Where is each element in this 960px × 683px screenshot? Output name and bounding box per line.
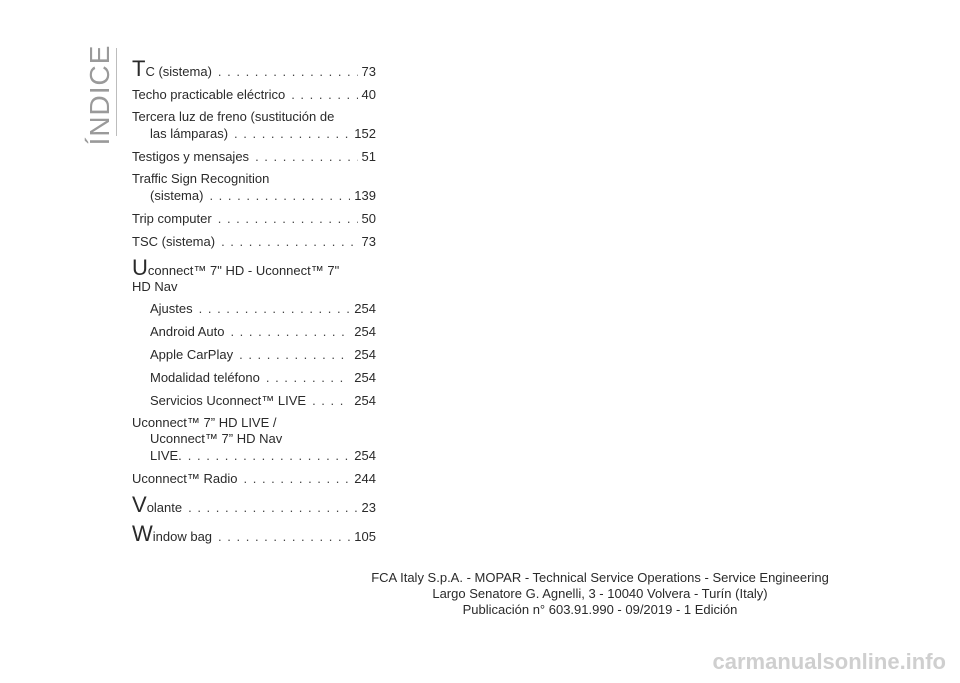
leader-dots xyxy=(188,499,357,517)
entry-label: Modalidad teléfono xyxy=(150,370,260,385)
entry-label: Traffic Sign Recognition xyxy=(132,171,270,186)
leader-dots xyxy=(218,63,358,81)
entry-label: indow bag xyxy=(152,529,213,544)
letter-initial: U xyxy=(132,255,148,280)
watermark: carmanualsonline.info xyxy=(712,649,946,674)
leader-dots xyxy=(312,392,350,410)
footer-line-company: FCA Italy S.p.A. - MOPAR - Technical Service Operations - Service Engineering xyxy=(371,570,829,585)
letter-initial: V xyxy=(132,492,147,517)
page-number: 139 xyxy=(354,188,376,203)
entry-label: TSC (sistema) xyxy=(132,234,216,249)
index-entry[interactable] xyxy=(132,233,376,251)
page-number: 50 xyxy=(361,211,376,226)
section-title-text: ÍNDICE xyxy=(84,44,115,146)
index-entry[interactable] xyxy=(132,86,376,104)
entry-label: Apple CarPlay xyxy=(150,347,234,362)
page-number: 254 xyxy=(354,393,376,408)
leader-dots xyxy=(199,300,351,318)
section-divider xyxy=(116,48,117,136)
entry-label: Tercera luz de freno (sustitución de xyxy=(132,109,335,124)
entry-label: Ajustes xyxy=(150,301,193,316)
index-entry[interactable] xyxy=(132,56,376,81)
page-number: 51 xyxy=(361,149,376,164)
index-entry[interactable] xyxy=(132,492,376,517)
index-entry[interactable] xyxy=(132,470,376,488)
entry-label-cont: (sistema) xyxy=(150,188,204,203)
index-entry[interactable] xyxy=(132,323,376,341)
entry-label-cont: HD Nav xyxy=(132,279,178,294)
leader-dots xyxy=(209,187,350,205)
page-number: 105 xyxy=(354,529,376,544)
index-entry[interactable] xyxy=(132,148,376,166)
entry-label: Uconnect™ Radio xyxy=(132,471,238,486)
entry-label: Trip computer xyxy=(132,211,212,226)
entry-label-cont: LIVE. xyxy=(150,448,182,463)
leader-dots xyxy=(230,323,350,341)
index-entry[interactable] xyxy=(132,109,376,143)
entry-label-cont: las lámparas) xyxy=(150,126,229,141)
leader-dots xyxy=(244,470,351,488)
page-number: 254 xyxy=(354,301,376,316)
page-number: 23 xyxy=(361,500,376,515)
leader-dots xyxy=(188,447,351,465)
page-number: 254 xyxy=(354,370,376,385)
entry-label: Uconnect™ 7” HD LIVE / xyxy=(132,415,277,430)
entry-label: Testigos y mensajes xyxy=(132,149,250,164)
section-title-vertical xyxy=(84,44,116,146)
leader-dots xyxy=(239,346,350,364)
publisher-footer xyxy=(250,570,950,618)
leader-dots xyxy=(291,86,357,104)
index-entry[interactable] xyxy=(132,210,376,228)
index-entry[interactable] xyxy=(132,415,376,465)
letter-initial: T xyxy=(132,56,146,81)
entry-label: Android Auto xyxy=(150,324,225,339)
page-number: 73 xyxy=(361,234,376,249)
leader-dots xyxy=(266,369,350,387)
index-entry[interactable] xyxy=(132,171,376,205)
leader-dots xyxy=(218,528,350,546)
index-entry[interactable] xyxy=(132,255,376,295)
page-number: 244 xyxy=(354,471,376,486)
page-number: 73 xyxy=(361,64,376,79)
page-number: 152 xyxy=(354,126,376,141)
entry-label: Servicios Uconnect™ LIVE xyxy=(150,393,307,408)
index-entry[interactable] xyxy=(132,392,376,410)
index-entry[interactable] xyxy=(132,346,376,364)
letter-initial: W xyxy=(132,521,153,546)
page-number: 40 xyxy=(361,87,376,102)
entry-label: Techo practicable eléctrico xyxy=(132,87,286,102)
entry-label-cont: Uconnect™ 7” HD Nav xyxy=(150,431,283,446)
entry-label: connect™ 7" HD - Uconnect™ 7" xyxy=(147,263,340,278)
index-entry[interactable] xyxy=(132,521,376,546)
leader-dots xyxy=(255,148,357,166)
index-entry[interactable] xyxy=(132,369,376,387)
index-entry[interactable] xyxy=(132,300,376,318)
entry-label: C (sistema) xyxy=(145,64,212,79)
leader-dots xyxy=(221,233,357,251)
entry-label: olante xyxy=(146,500,183,515)
footer-line-address: Largo Senatore G. Agnelli, 3 - 10040 Volvera - Turín (Italy) xyxy=(432,586,768,601)
leader-dots xyxy=(234,125,350,143)
page-number: 254 xyxy=(354,347,376,362)
page-number: 254 xyxy=(354,448,376,463)
index-list xyxy=(132,56,376,546)
footer-line-publication: Publicación n° 603.91.990 - 09/2019 - 1 Edición xyxy=(462,602,738,617)
leader-dots xyxy=(218,210,358,228)
page-number: 254 xyxy=(354,324,376,339)
